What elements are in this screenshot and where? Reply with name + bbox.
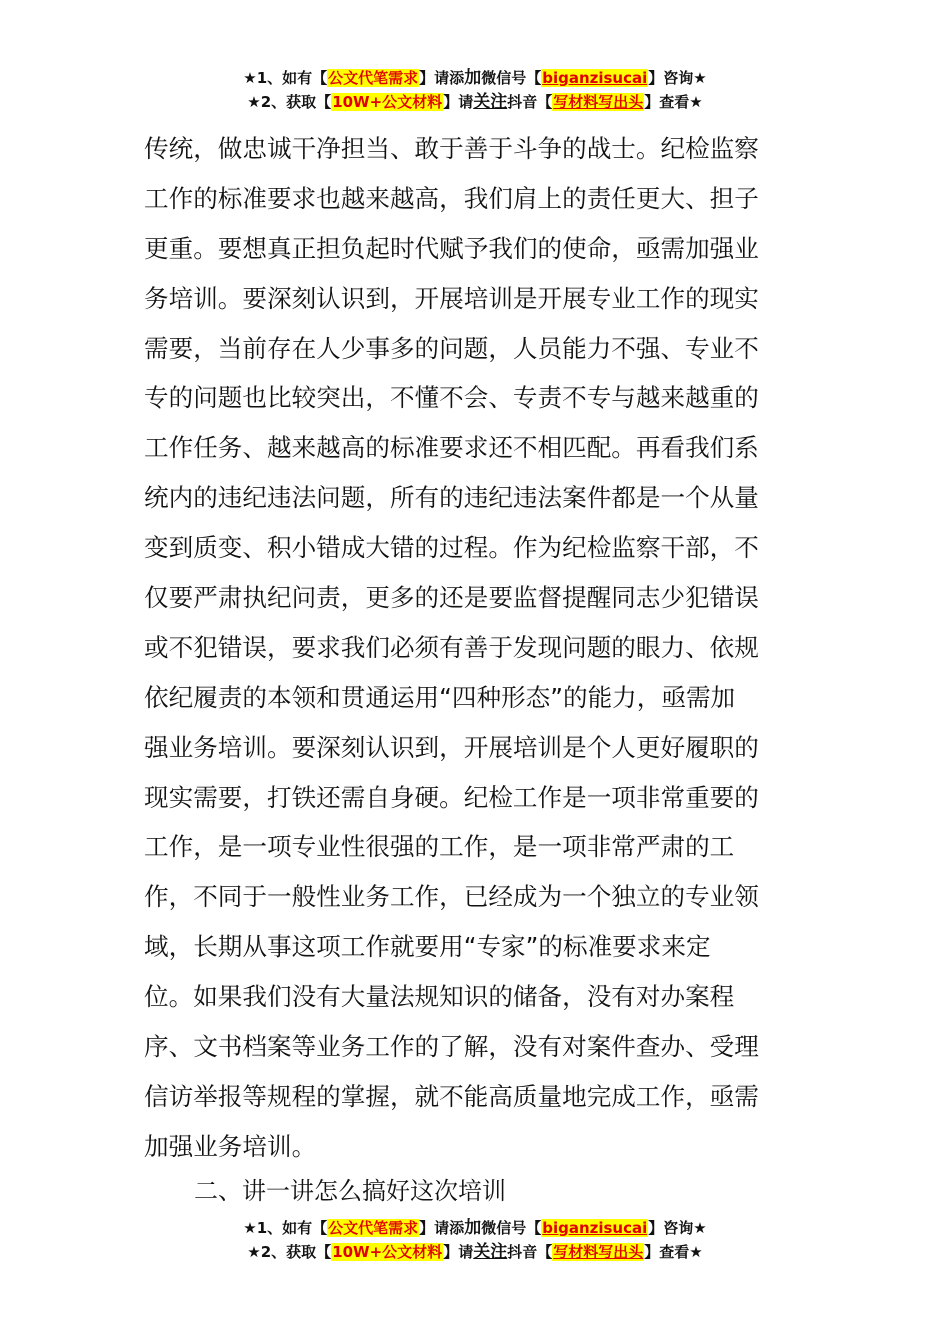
promo-line-2-text-2: 抖音【 — [507, 1243, 553, 1261]
promo-line-2 — [0, 1240, 950, 1264]
body-line: 更重。要想真正担负起时代赋予我们的使命，亟需加强业 — [144, 233, 759, 263]
body-line: 需要，当前存在人少事多的问题，人员能力不强、专业不 — [144, 333, 759, 363]
body-line: 仅要严肃执纪问责，更多的还是要监督提醒同志少犯错误 — [144, 583, 759, 613]
promo-line-2 — [0, 90, 950, 114]
body-line: 依纪履责的本领和贯通运用“四种形态”的能力，亟需加 — [144, 682, 736, 712]
promo-line-1-prefix: 1、如有【 — [256, 1219, 328, 1237]
promo-line-2-text-2: 抖音【 — [507, 93, 553, 111]
star-icon: ★ — [247, 1243, 261, 1261]
promo-line-2-emphasis: 关注 — [473, 1242, 508, 1262]
promo-line-1-emphasis: 加 — [464, 68, 482, 88]
star-icon: ★ — [243, 1219, 257, 1237]
section-heading: 二、讲一讲怎么搞好这次培训 — [194, 1177, 506, 1205]
promo-douyin-account[interactable]: 写材料写出头 — [553, 93, 644, 111]
promo-line-2-text: 】请 — [443, 1243, 474, 1261]
document-body — [144, 124, 814, 1172]
body-line: 或不犯错误，要求我们必须有善于发现问题的眼力、依规 — [144, 632, 759, 662]
promo-line-2-prefix: 2、获取【 — [260, 93, 332, 111]
body-line: 工作任务、越来越高的标准要求还不相匹配。再看我们系 — [144, 433, 759, 463]
body-line: 序、文书档案等业务工作的了解，没有对案件查办、受理 — [144, 1032, 759, 1062]
promo-highlight-service: 公文代笔需求 — [328, 1219, 419, 1237]
body-line: 现实需要，打铁还需自身硬。纪检工作是一项非常重要的 — [144, 782, 759, 812]
promo-line-1-suffix: 】咨询★ — [648, 1219, 707, 1237]
promo-line-2-text: 】请 — [443, 93, 474, 111]
body-line: 传统，做忠诚干净担当、敢于善于斗争的战士。纪检监察 — [144, 134, 759, 163]
promo-line-1 — [0, 66, 950, 90]
body-line: 强业务培训。要深刻认识到，开展培训是个人更好履职的 — [144, 732, 759, 762]
promo-douyin-account[interactable]: 写材料写出头 — [553, 1243, 644, 1261]
promo-line-1 — [0, 1216, 950, 1240]
body-line: 信访举报等规程的掌握，就不能高质量地完成工作，亟需 — [144, 1081, 759, 1111]
body-line: 务培训。要深刻认识到，开展培训是开展专业工作的现实 — [144, 283, 759, 313]
body-line: 专的问题也比较突出，不懂不会、专责不专与越来越重的 — [144, 383, 759, 413]
body-line: 变到质变、积小错成大错的过程。作为纪检监察干部，不 — [144, 533, 759, 563]
body-line: 工作，是一项专业性很强的工作，是一项非常严肃的工 — [144, 832, 735, 862]
promo-line-2-emphasis: 关注 — [473, 92, 508, 112]
promo-line-1-emphasis: 加 — [464, 1218, 482, 1238]
body-line: 位。如果我们没有大量法规知识的储备，没有对办案程 — [144, 982, 735, 1012]
promo-line-2-suffix: 】查看★ — [644, 1243, 703, 1261]
promo-line-2-prefix: 2、获取【 — [260, 1243, 332, 1261]
promo-highlight-materials: 10W+公文材料 — [332, 1243, 443, 1261]
promo-line-1-prefix: 1、如有【 — [256, 69, 328, 87]
promo-line-1-text-2: 微信号【 — [481, 1219, 542, 1237]
promo-line-2-suffix: 】查看★ — [644, 93, 703, 111]
promo-highlight-materials: 10W+公文材料 — [332, 93, 443, 111]
star-icon: ★ — [243, 69, 257, 87]
promo-wechat-id[interactable]: biganzisucai — [542, 69, 648, 87]
body-line: 统内的违纪违法问题，所有的违纪违法案件都是一个从量 — [144, 483, 759, 513]
promo-line-1-text: 】请添 — [419, 69, 465, 87]
top-promo-banner — [0, 66, 950, 114]
promo-highlight-service: 公文代笔需求 — [328, 69, 419, 87]
promo-line-1-text-2: 微信号【 — [481, 69, 542, 87]
body-line: 工作的标准要求也越来越高，我们肩上的责任更大、担子 — [144, 183, 759, 213]
body-line: 加强业务培训。 — [144, 1131, 317, 1161]
body-line: 作，不同于一般性业务工作，已经成为一个独立的专业领 — [144, 882, 759, 912]
promo-line-1-text: 】请添 — [419, 1219, 465, 1237]
bottom-promo-banner — [0, 1216, 950, 1264]
star-icon: ★ — [247, 93, 261, 111]
body-line: 域，长期从事这项工作就要用“专家”的标准要求来定 — [144, 932, 711, 962]
promo-wechat-id[interactable]: biganzisucai — [542, 1219, 648, 1237]
promo-line-1-suffix: 】咨询★ — [648, 69, 707, 87]
